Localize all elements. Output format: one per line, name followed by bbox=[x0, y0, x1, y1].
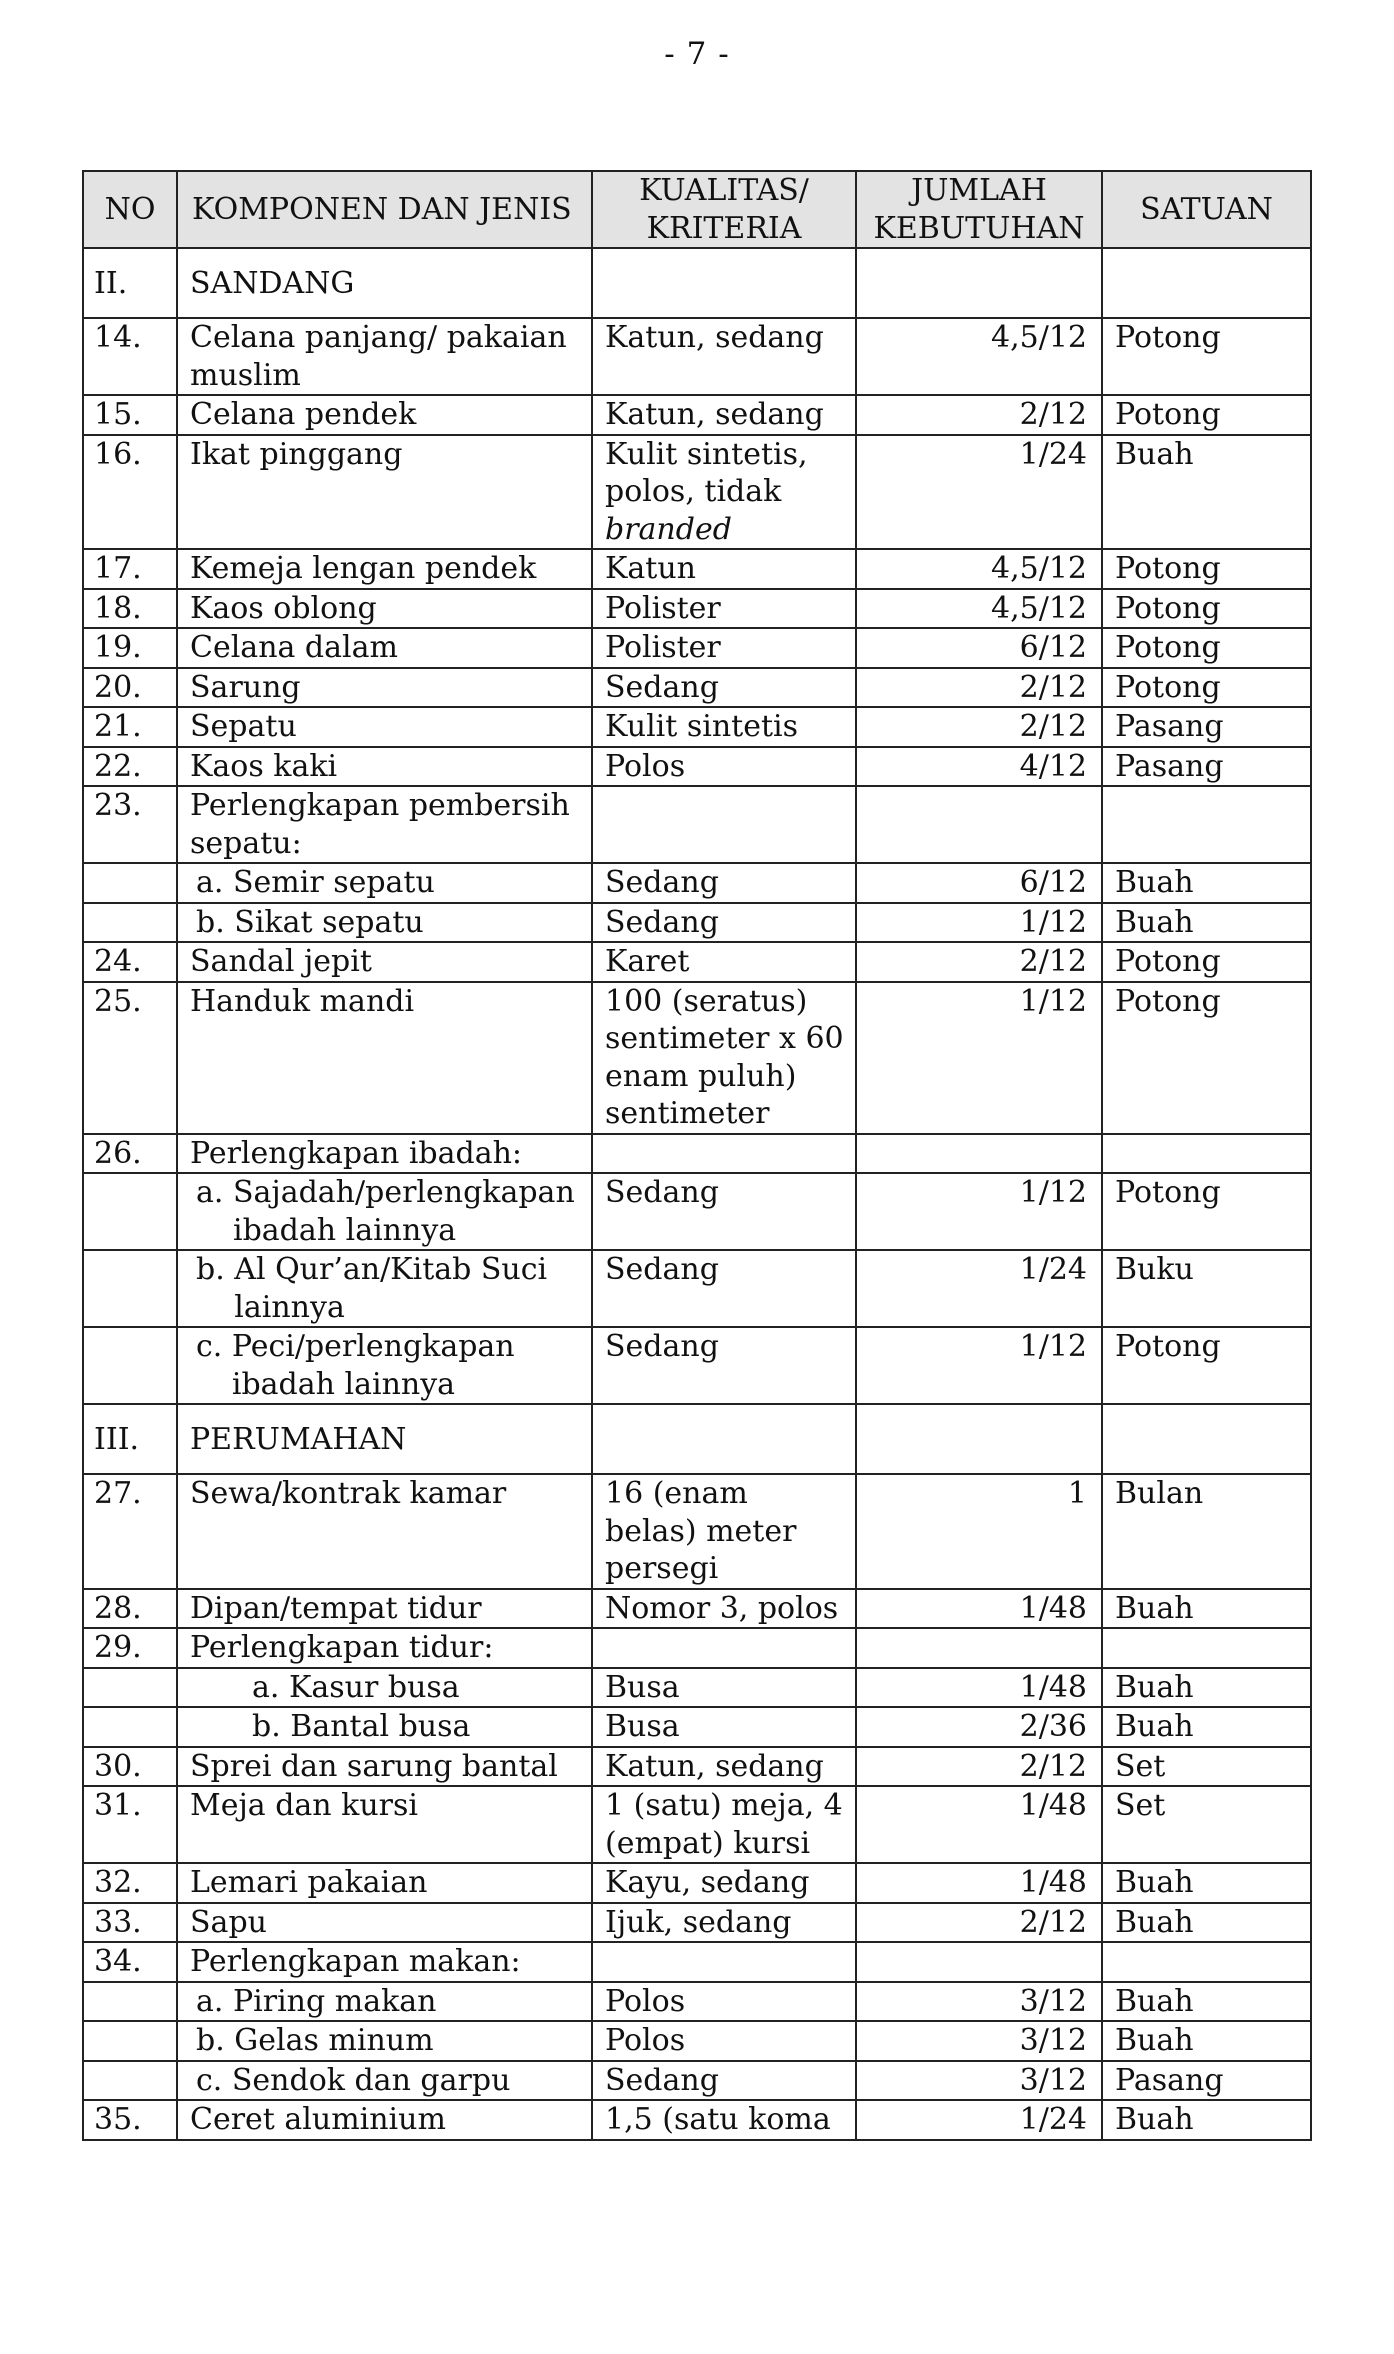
cell-no: 28. bbox=[83, 1589, 177, 1629]
cell-komponen bbox=[177, 1173, 592, 1250]
sub-item-text: Gelas minum bbox=[234, 2023, 434, 2058]
cell-komponen bbox=[177, 903, 592, 943]
cell-satuan: Pasang bbox=[1102, 707, 1311, 747]
cell-no bbox=[83, 1982, 177, 2022]
kualitas-italic-text: branded bbox=[605, 511, 732, 547]
cell-no: 31. bbox=[83, 1786, 177, 1863]
cell-no: 35. bbox=[83, 2100, 177, 2140]
table-row bbox=[83, 1134, 1311, 1174]
cell-komponen: Perlengkapan tidur: bbox=[177, 1628, 592, 1668]
cell-satuan: Potong bbox=[1102, 982, 1311, 1134]
sub-item-letter: c. bbox=[196, 1329, 232, 1364]
cell-satuan: Buah bbox=[1102, 2021, 1311, 2061]
cell-komponen bbox=[177, 1250, 592, 1327]
cell-satuan bbox=[1102, 248, 1311, 318]
cell-kualitas: Sedang bbox=[592, 903, 856, 943]
cell-satuan: Pasang bbox=[1102, 747, 1311, 787]
sub-item bbox=[190, 2062, 581, 2100]
cell-jumlah bbox=[856, 1628, 1102, 1668]
cell-komponen bbox=[177, 1982, 592, 2022]
cell-komponen: Perlengkapan makan: bbox=[177, 1942, 592, 1982]
cell-no bbox=[83, 1173, 177, 1250]
cell-no bbox=[83, 2061, 177, 2101]
table-row bbox=[83, 707, 1311, 747]
cell-jumlah: 4,5/12 bbox=[856, 318, 1102, 395]
cell-kualitas: 100 (seratus) sentimeter x 60 enam puluh) sentimeter bbox=[592, 982, 856, 1134]
cell-satuan: Set bbox=[1102, 1786, 1311, 1863]
cell-jumlah bbox=[856, 1134, 1102, 1174]
sub-item-text: Semir sepatu bbox=[232, 865, 435, 900]
sub-item bbox=[190, 904, 581, 942]
cell-jumlah: 1/48 bbox=[856, 1863, 1102, 1903]
cell-kualitas: Polos bbox=[592, 2021, 856, 2061]
sub-item-text: Sendok dan garpu bbox=[231, 2062, 511, 2098]
cell-jumlah: 1/24 bbox=[856, 2100, 1102, 2140]
cell-kualitas: Busa bbox=[592, 1707, 856, 1747]
cell-kualitas: Ijuk, sedang bbox=[592, 1903, 856, 1943]
cell-no: 30. bbox=[83, 1747, 177, 1787]
cell-jumlah: 4/12 bbox=[856, 747, 1102, 787]
cell-jumlah: 1/48 bbox=[856, 1668, 1102, 1708]
table-row bbox=[83, 1628, 1311, 1668]
cell-jumlah: 6/12 bbox=[856, 628, 1102, 668]
table-row bbox=[83, 1474, 1311, 1589]
cell-jumlah: 1/12 bbox=[856, 903, 1102, 943]
cell-komponen: Celana dalam bbox=[177, 628, 592, 668]
sub-item-text: Kasur busa bbox=[288, 1669, 460, 1705]
cell-kualitas: 1 (satu) meja, 4 (empat) kursi bbox=[592, 1786, 856, 1863]
cell-komponen bbox=[177, 1668, 592, 1708]
table-row bbox=[83, 942, 1311, 982]
table-row bbox=[83, 1668, 1311, 1708]
cell-jumlah: 6/12 bbox=[856, 863, 1102, 903]
cell-no: 19. bbox=[83, 628, 177, 668]
table-row bbox=[83, 1982, 1311, 2022]
cell-kualitas bbox=[592, 435, 856, 550]
cell-no: 29. bbox=[83, 1628, 177, 1668]
table-row bbox=[83, 668, 1311, 708]
sub-item-letter: b. bbox=[196, 2023, 235, 2058]
sub-item bbox=[190, 864, 581, 902]
cell-jumlah bbox=[856, 1942, 1102, 1982]
cell-no bbox=[83, 2021, 177, 2061]
cell-satuan: Potong bbox=[1102, 942, 1311, 982]
cell-no bbox=[83, 1668, 177, 1708]
cell-kualitas: Sedang bbox=[592, 863, 856, 903]
cell-satuan: Potong bbox=[1102, 668, 1311, 708]
sub-item-text: Sikat sepatu bbox=[234, 904, 424, 940]
cell-komponen: SANDANG bbox=[177, 248, 592, 318]
cell-komponen bbox=[177, 2021, 592, 2061]
cell-komponen bbox=[177, 2061, 592, 2101]
sub-item-text: Bantal busa bbox=[290, 1709, 471, 1744]
sub-item-letter: a. bbox=[196, 865, 233, 900]
cell-kualitas: Katun, sedang bbox=[592, 318, 856, 395]
cell-satuan: Buah bbox=[1102, 1863, 1311, 1903]
cell-komponen: Kemeja lengan pendek bbox=[177, 549, 592, 589]
table-row bbox=[83, 747, 1311, 787]
cell-satuan: Potong bbox=[1102, 395, 1311, 435]
cell-komponen: Sprei dan sarung bantal bbox=[177, 1747, 592, 1787]
cell-jumlah: 4,5/12 bbox=[856, 589, 1102, 629]
cell-satuan: Potong bbox=[1102, 589, 1311, 629]
cell-no: 26. bbox=[83, 1134, 177, 1174]
table-row bbox=[83, 863, 1311, 903]
table-row bbox=[83, 1707, 1311, 1747]
cell-satuan bbox=[1102, 1942, 1311, 1982]
table-row bbox=[83, 1250, 1311, 1327]
table-body bbox=[83, 248, 1311, 2140]
needs-table bbox=[82, 170, 1312, 2141]
cell-no: 27. bbox=[83, 1474, 177, 1589]
cell-no: 20. bbox=[83, 668, 177, 708]
cell-komponen: PERUMAHAN bbox=[177, 1404, 592, 1474]
cell-kualitas: Polister bbox=[592, 589, 856, 629]
cell-kualitas: Polos bbox=[592, 1982, 856, 2022]
cell-komponen: Perlengkapan ibadah: bbox=[177, 1134, 592, 1174]
cell-satuan: Potong bbox=[1102, 1173, 1311, 1250]
cell-satuan: Buah bbox=[1102, 1668, 1311, 1708]
cell-satuan: Buah bbox=[1102, 435, 1311, 550]
cell-jumlah: 4,5/12 bbox=[856, 549, 1102, 589]
cell-no: 23. bbox=[83, 786, 177, 863]
cell-no: 21. bbox=[83, 707, 177, 747]
sub-item-letter: b. bbox=[252, 1709, 291, 1744]
cell-kualitas: Sedang bbox=[592, 2061, 856, 2101]
cell-kualitas: Karet bbox=[592, 942, 856, 982]
cell-jumlah: 2/12 bbox=[856, 1747, 1102, 1787]
cell-kualitas: Sedang bbox=[592, 1250, 856, 1327]
table-row bbox=[83, 1863, 1311, 1903]
table-row bbox=[83, 1173, 1311, 1250]
cell-satuan: Buah bbox=[1102, 1982, 1311, 2022]
cell-kualitas bbox=[592, 248, 856, 318]
cell-komponen: Kaos kaki bbox=[177, 747, 592, 787]
cell-jumlah: 1/24 bbox=[856, 1250, 1102, 1327]
cell-satuan: Buah bbox=[1102, 863, 1311, 903]
header-kualitas: KUALITAS/ KRITERIA bbox=[592, 171, 856, 248]
cell-jumlah: 3/12 bbox=[856, 1982, 1102, 2022]
cell-kualitas: Polister bbox=[592, 628, 856, 668]
cell-kualitas bbox=[592, 1134, 856, 1174]
table-row bbox=[83, 1903, 1311, 1943]
sub-item bbox=[190, 2022, 581, 2060]
cell-jumlah: 1/12 bbox=[856, 982, 1102, 1134]
cell-jumlah: 1/48 bbox=[856, 1589, 1102, 1629]
header-no: NO bbox=[83, 171, 177, 248]
cell-jumlah bbox=[856, 786, 1102, 863]
cell-no: 17. bbox=[83, 549, 177, 589]
cell-komponen: Lemari pakaian bbox=[177, 1863, 592, 1903]
cell-kualitas bbox=[592, 1942, 856, 1982]
sub-item-letter: b. bbox=[196, 904, 235, 940]
cell-no: 18. bbox=[83, 589, 177, 629]
header-komponen: KOMPONEN DAN JENIS bbox=[177, 171, 592, 248]
cell-kualitas: Katun bbox=[592, 549, 856, 589]
cell-jumlah: 1 bbox=[856, 1474, 1102, 1589]
sub-item-text: Piring makan bbox=[232, 1983, 437, 2019]
cell-satuan: Buah bbox=[1102, 903, 1311, 943]
cell-satuan: Potong bbox=[1102, 1327, 1311, 1404]
cell-no bbox=[83, 1707, 177, 1747]
cell-komponen: Perlengkapan pembersih sepatu: bbox=[177, 786, 592, 863]
cell-komponen: Ceret aluminium bbox=[177, 2100, 592, 2140]
cell-kualitas: Katun, sedang bbox=[592, 1747, 856, 1787]
cell-no: III. bbox=[83, 1404, 177, 1474]
sub-item bbox=[190, 1174, 581, 1249]
kualitas-text: Kulit sintetis, polos, tidak bbox=[605, 436, 808, 509]
cell-kualitas: Kulit sintetis bbox=[592, 707, 856, 747]
header-satuan: SATUAN bbox=[1102, 171, 1311, 248]
sub-item-letter: a. bbox=[252, 1669, 289, 1705]
cell-no: II. bbox=[83, 248, 177, 318]
cell-satuan: Potong bbox=[1102, 318, 1311, 395]
cell-no bbox=[83, 903, 177, 943]
cell-satuan bbox=[1102, 1628, 1311, 1668]
cell-kualitas: Sedang bbox=[592, 1327, 856, 1404]
cell-jumlah: 2/36 bbox=[856, 1707, 1102, 1747]
cell-jumlah: 3/12 bbox=[856, 2061, 1102, 2101]
table-row bbox=[83, 589, 1311, 629]
table-row bbox=[83, 1747, 1311, 1787]
cell-jumlah bbox=[856, 1404, 1102, 1474]
cell-kualitas: Sedang bbox=[592, 668, 856, 708]
sub-item-text: Al Qur’an/Kitab Suci lainnya bbox=[234, 1252, 548, 1325]
header-jumlah: JUMLAH KEBUTUHAN bbox=[856, 171, 1102, 248]
cell-no bbox=[83, 1327, 177, 1404]
table-row bbox=[83, 1942, 1311, 1982]
cell-komponen: Sarung bbox=[177, 668, 592, 708]
table-row bbox=[83, 786, 1311, 863]
cell-komponen: Handuk mandi bbox=[177, 982, 592, 1134]
cell-satuan: Potong bbox=[1102, 549, 1311, 589]
cell-satuan: Buah bbox=[1102, 1707, 1311, 1747]
cell-kualitas: Katun, sedang bbox=[592, 395, 856, 435]
table-row bbox=[83, 1589, 1311, 1629]
page-number: - 7 - bbox=[664, 36, 730, 72]
cell-satuan: Buah bbox=[1102, 2100, 1311, 2140]
table-row bbox=[83, 1327, 1311, 1404]
section-row bbox=[83, 248, 1311, 318]
cell-komponen bbox=[177, 1707, 592, 1747]
cell-jumlah: 2/12 bbox=[856, 395, 1102, 435]
cell-komponen bbox=[177, 1327, 592, 1404]
cell-satuan: Bulan bbox=[1102, 1474, 1311, 1589]
sub-item-letter: c. bbox=[196, 2062, 232, 2098]
table-row bbox=[83, 903, 1311, 943]
cell-satuan bbox=[1102, 1134, 1311, 1174]
table-row bbox=[83, 435, 1311, 550]
cell-kualitas bbox=[592, 1404, 856, 1474]
table-row bbox=[83, 982, 1311, 1134]
cell-jumlah: 2/12 bbox=[856, 707, 1102, 747]
cell-komponen: Sewa/kontrak kamar bbox=[177, 1474, 592, 1589]
cell-jumlah: 1/12 bbox=[856, 1327, 1102, 1404]
sub-item bbox=[190, 1669, 581, 1707]
cell-kualitas: 16 (enam belas) meter persegi bbox=[592, 1474, 856, 1589]
cell-no: 22. bbox=[83, 747, 177, 787]
cell-jumlah: 1/24 bbox=[856, 435, 1102, 550]
cell-komponen: Kaos oblong bbox=[177, 589, 592, 629]
sub-item bbox=[190, 1983, 581, 2021]
cell-no: 15. bbox=[83, 395, 177, 435]
table-row bbox=[83, 628, 1311, 668]
cell-kualitas: Nomor 3, polos bbox=[592, 1589, 856, 1629]
cell-jumlah: 1/48 bbox=[856, 1786, 1102, 1863]
table-row bbox=[83, 2061, 1311, 2101]
cell-kualitas bbox=[592, 786, 856, 863]
cell-komponen bbox=[177, 863, 592, 903]
table-row bbox=[83, 2021, 1311, 2061]
cell-satuan bbox=[1102, 786, 1311, 863]
cell-no bbox=[83, 1250, 177, 1327]
cell-satuan: Set bbox=[1102, 1747, 1311, 1787]
cell-komponen: Sandal jepit bbox=[177, 942, 592, 982]
cell-kualitas: Kayu, sedang bbox=[592, 1863, 856, 1903]
cell-no: 34. bbox=[83, 1942, 177, 1982]
cell-jumlah: 3/12 bbox=[856, 2021, 1102, 2061]
cell-komponen: Dipan/tempat tidur bbox=[177, 1589, 592, 1629]
cell-jumlah: 2/12 bbox=[856, 1903, 1102, 1943]
cell-satuan: Pasang bbox=[1102, 2061, 1311, 2101]
cell-no bbox=[83, 863, 177, 903]
cell-satuan bbox=[1102, 1404, 1311, 1474]
cell-jumlah: 2/12 bbox=[856, 668, 1102, 708]
cell-komponen: Celana pendek bbox=[177, 395, 592, 435]
cell-kualitas bbox=[592, 1628, 856, 1668]
cell-satuan: Buku bbox=[1102, 1250, 1311, 1327]
cell-komponen: Sepatu bbox=[177, 707, 592, 747]
cell-no: 16. bbox=[83, 435, 177, 550]
cell-komponen: Ikat pinggang bbox=[177, 435, 592, 550]
sub-item-text: Peci/perlengkapan ibadah lainnya bbox=[231, 1329, 515, 1402]
cell-kualitas: Busa bbox=[592, 1668, 856, 1708]
cell-jumlah: 2/12 bbox=[856, 942, 1102, 982]
sub-item bbox=[190, 1328, 581, 1403]
cell-kualitas: Polos bbox=[592, 747, 856, 787]
cell-no: 33. bbox=[83, 1903, 177, 1943]
table-row bbox=[83, 395, 1311, 435]
table-row bbox=[83, 549, 1311, 589]
sub-item-text: Sajadah/perlengkapan ibadah lainnya bbox=[232, 1175, 575, 1248]
sub-item-letter: b. bbox=[196, 1252, 235, 1287]
sub-item bbox=[190, 1251, 581, 1326]
cell-satuan: Buah bbox=[1102, 1589, 1311, 1629]
cell-no: 25. bbox=[83, 982, 177, 1134]
table-row bbox=[83, 318, 1311, 395]
sub-item bbox=[190, 1708, 581, 1746]
sub-item-letter: a. bbox=[196, 1983, 233, 2019]
cell-satuan: Potong bbox=[1102, 628, 1311, 668]
cell-kualitas: Sedang bbox=[592, 1173, 856, 1250]
table-row bbox=[83, 2100, 1311, 2140]
cell-komponen: Sapu bbox=[177, 1903, 592, 1943]
sub-item-letter: a. bbox=[196, 1175, 233, 1210]
section-row bbox=[83, 1404, 1311, 1474]
cell-komponen: Celana panjang/ pakaian muslim bbox=[177, 318, 592, 395]
cell-jumlah bbox=[856, 248, 1102, 318]
table-header-row bbox=[83, 171, 1311, 248]
cell-satuan: Buah bbox=[1102, 1903, 1311, 1943]
cell-no: 32. bbox=[83, 1863, 177, 1903]
cell-jumlah: 1/12 bbox=[856, 1173, 1102, 1250]
cell-no: 14. bbox=[83, 318, 177, 395]
table-row bbox=[83, 1786, 1311, 1863]
cell-komponen: Meja dan kursi bbox=[177, 1786, 592, 1863]
cell-no: 24. bbox=[83, 942, 177, 982]
cell-kualitas: 1,5 (satu koma bbox=[592, 2100, 856, 2140]
